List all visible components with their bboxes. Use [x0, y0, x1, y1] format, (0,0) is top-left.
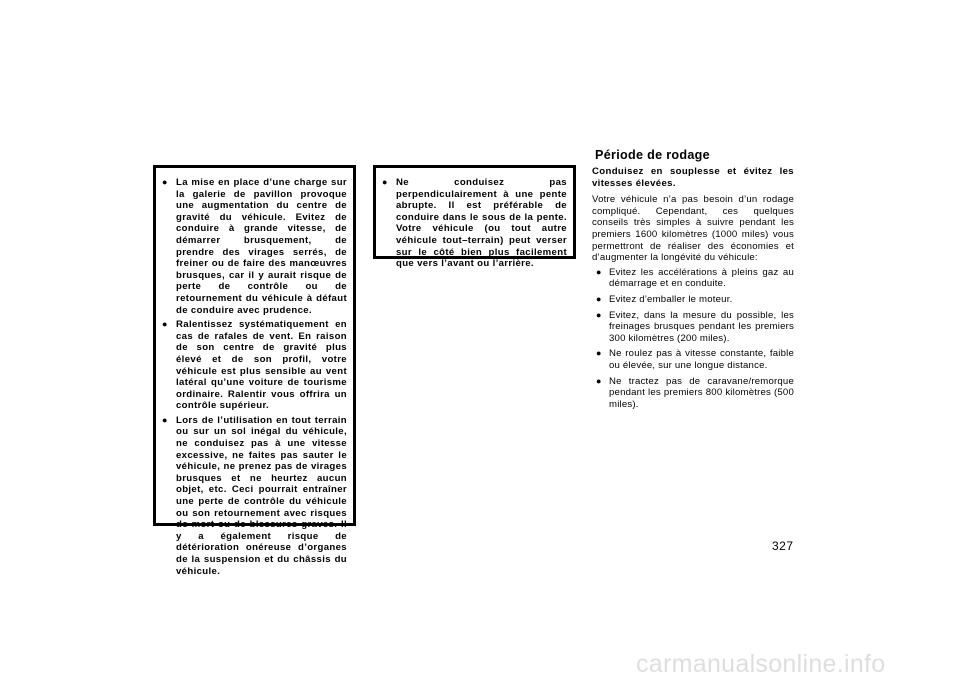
warning-text: Ralentissez systématiquement en cas de rafales de vent. En raison de son centre de gravité plus élevé et de son profil, votre véhicule est plus sensible au vent latéral qu’une voiture de tourisme ordinaire. Ralentir vous offrira un contrôle supérieur.	[176, 319, 347, 412]
warning-text: La mise en place d’une charge sur la galerie de pavillon provoque une augmentation du centre de gravité du véhicule. Evitez de conduire à grande vitesse, de démarrer brusquement, de prendre des virages serrés, de freiner ou de faire des manœuvres brusques, car il y aurait risque de perte de contrôle ou de retournement du véhicule à défaut de conduire avec prudence.	[176, 177, 347, 316]
section-intro: Votre véhicule n’a pas besoin d’un rodage compliqué. Cependant, ces quelques conseils très simples à suivre pendant les premiers 1600 kilomètres (1000 miles) vous permettront de réaliser des économies et d’augmenter la longévité du véhicule:	[592, 194, 794, 264]
bullet-icon: ●	[162, 177, 168, 187]
tip-text: Evitez d’emballer le moteur.	[609, 293, 733, 305]
section-title: Période de rodage	[595, 148, 710, 162]
bullet-icon: ●	[596, 375, 602, 386]
warning-item-slope	[382, 177, 567, 270]
tip-item	[596, 310, 794, 345]
bullet-icon: ●	[162, 319, 168, 330]
bullet-icon: ●	[596, 309, 602, 320]
break-in-tips-list	[592, 267, 794, 411]
break-in-section	[592, 148, 794, 414]
tip-item	[596, 348, 794, 371]
warning-box-load-and-terrain	[153, 165, 356, 577]
warning-text: Lors de l’utilisation en tout terrain ou sur un sol inégal du véhicule, ne conduisez pas à une vitesse excessive, ne faites pas sauter le véhicule, ne prenez pas de virages brusques et ne heurtez aucun objet, etc. Ceci pourrait entraîner une perte de contrôle du véhicule ou son retournement avec risques de mort ou de blessures graves. Il y a également risque de détérioration onéreuse d’organes de la suspension et du châssis du véhicule.	[176, 414, 347, 577]
warning-item-wind	[162, 319, 347, 412]
bullet-icon: ●	[382, 177, 388, 187]
tip-item	[596, 376, 794, 411]
warning-item-roof-load	[162, 177, 347, 316]
tip-item	[596, 267, 794, 290]
bullet-icon: ●	[596, 293, 602, 304]
warning-list	[382, 177, 567, 270]
warning-item-offroad	[162, 415, 347, 577]
warning-box-slope	[373, 165, 576, 270]
warning-text: Ne conduisez pas perpendiculairement à une pente abrupte. Il est préférable de conduire dans le sous de la pente. Votre véhicule (ou tout autre véhicule tout–terrain) peut verser sur le côté bien plus facilement que vers l’avant ou l’arrière.	[396, 177, 567, 270]
bullet-icon: ●	[596, 348, 602, 359]
bullet-icon: ●	[162, 414, 168, 425]
tip-item	[596, 294, 794, 306]
tip-text: Evitez les accélérations à pleins gaz au démarrage et en conduite.	[609, 266, 794, 290]
page-number: 327	[772, 539, 794, 553]
tip-text: Evitez, dans la mesure du possible, les freinages brusques pendant les premiers 300 kilomètres (200 miles).	[609, 309, 794, 344]
bullet-icon: ●	[596, 266, 602, 277]
tip-text: Ne roulez pas à vitesse constante, faible ou élevée, sur une longue distance.	[609, 348, 794, 371]
tip-text: Ne tractez pas de caravane/remorque pendant les premiers 800 kilomètres (500 miles).	[609, 375, 794, 410]
warning-list	[162, 177, 347, 577]
watermark: carmanualsonline.info	[636, 650, 886, 678]
section-subtitle: Conduisez en souplesse et évitez les vitesses élevées.	[592, 166, 794, 189]
